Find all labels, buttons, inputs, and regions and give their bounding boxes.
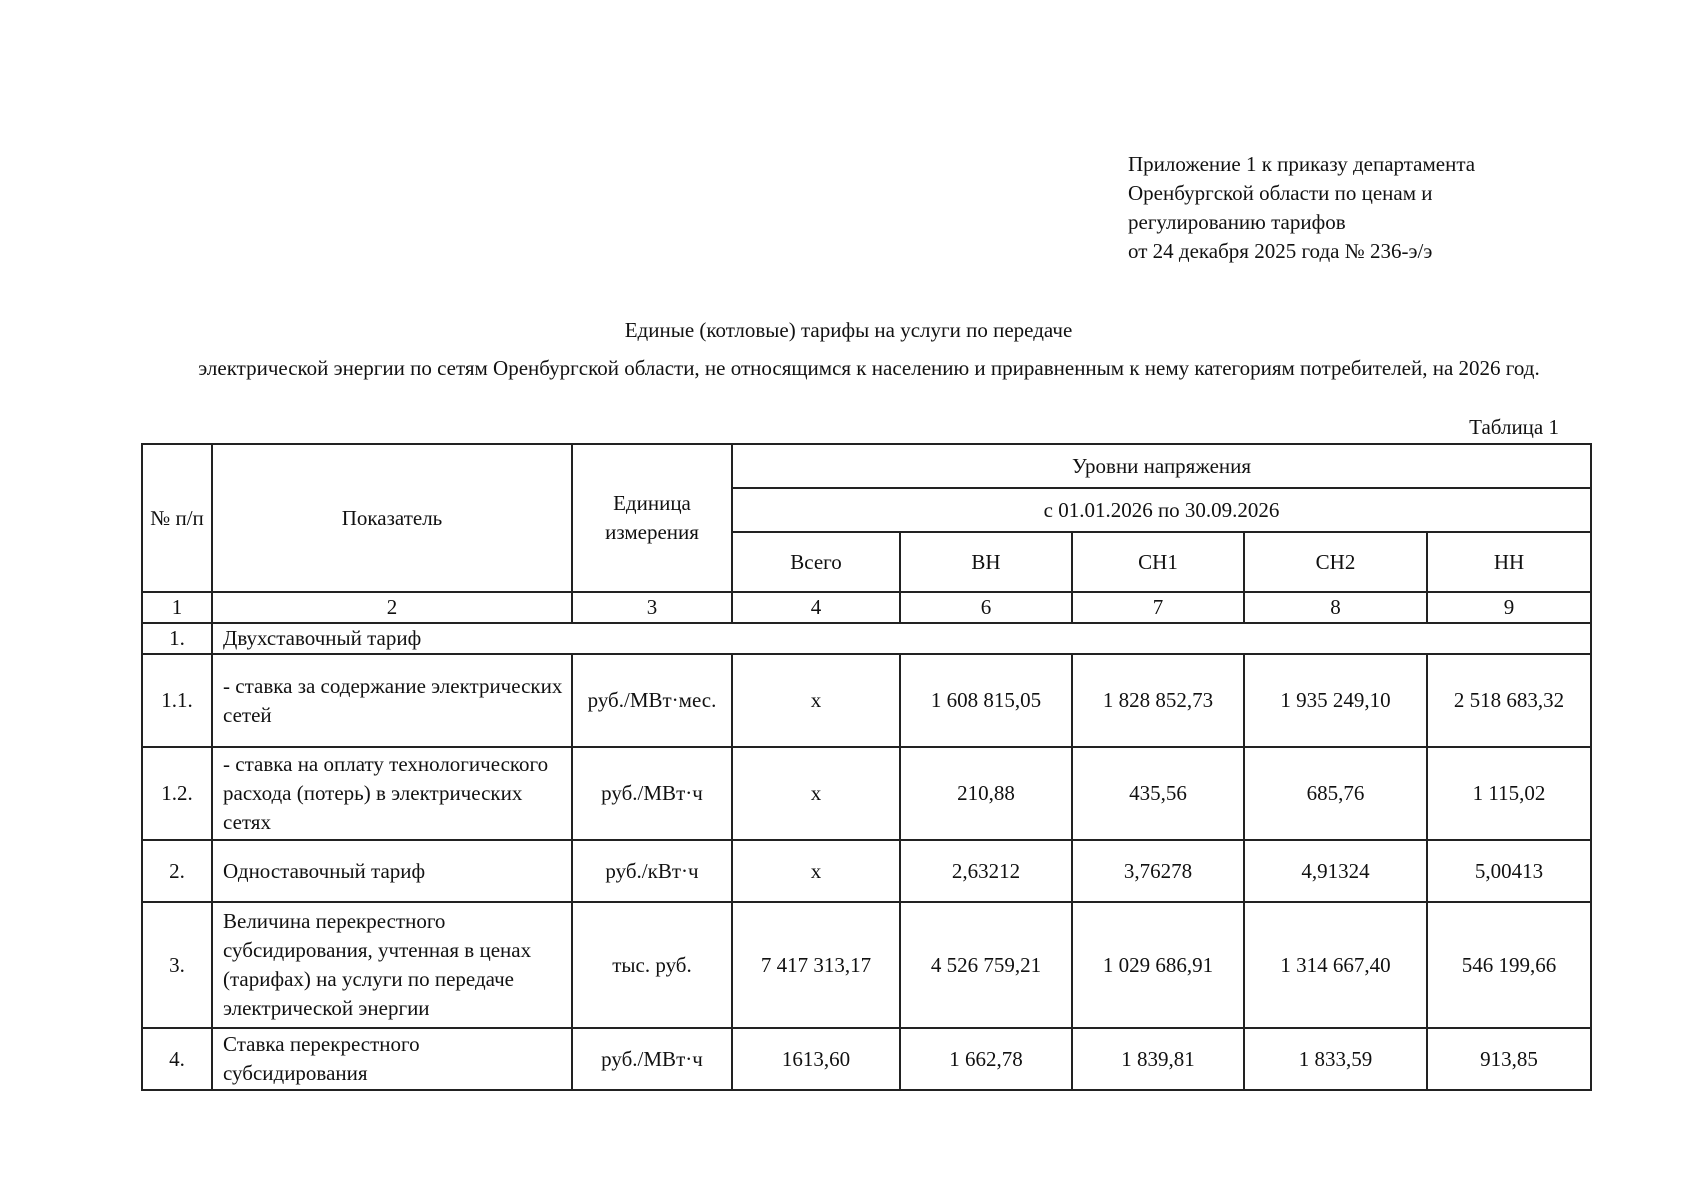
row-num: 3. [142, 902, 212, 1028]
header-col-total: Всего [732, 532, 900, 592]
header-indicator: Показатель [212, 444, 572, 592]
cell-sn2: 1 314 667,40 [1244, 902, 1427, 1028]
cell-sn1: 1 839,81 [1072, 1028, 1244, 1090]
cell-sn1: 435,56 [1072, 747, 1244, 840]
cell-total: 1613,60 [732, 1028, 900, 1090]
column-number: 8 [1244, 592, 1427, 623]
row-num: 1.1. [142, 654, 212, 747]
cell-sn1: 1 029 686,91 [1072, 902, 1244, 1028]
row-indicator: Величина перекрестного субсидирования, учтенная в ценах (тарифах) на услуги по передаче электрической энергии [212, 902, 572, 1028]
row-indicator: Ставка перекрестного субсидирования [212, 1028, 572, 1090]
appendix-line: от 24 декабря 2025 года № 236-э/э [1128, 239, 1433, 263]
row-indicator: - ставка за содержание электрических сетей [212, 654, 572, 747]
header-col-sn2: СН2 [1244, 532, 1427, 592]
section-num: 1. [142, 623, 212, 654]
appendix-line: Оренбургской области по ценам и [1128, 181, 1433, 205]
row-indicator: Одноставочный тариф [212, 840, 572, 902]
cell-total: 7 417 313,17 [732, 902, 900, 1028]
row-num: 4. [142, 1028, 212, 1090]
header-unit: Единица измерения [572, 444, 732, 592]
column-number: 1 [142, 592, 212, 623]
cell-sn2: 1 833,59 [1244, 1028, 1427, 1090]
row-num: 1.2. [142, 747, 212, 840]
appendix-line: регулированию тарифов [1128, 210, 1346, 234]
header-period: с 01.01.2026 по 30.09.2026 [732, 488, 1591, 532]
column-number: 2 [212, 592, 572, 623]
cell-total: x [732, 654, 900, 747]
cell-vn: 1 662,78 [900, 1028, 1072, 1090]
row-unit: руб./кВт·ч [572, 840, 732, 902]
cell-sn1: 1 828 852,73 [1072, 654, 1244, 747]
table-row [142, 747, 1591, 840]
column-number-row [142, 592, 1591, 623]
header-num: № п/п [142, 444, 212, 592]
appendix-reference [1128, 150, 1475, 266]
cell-total: x [732, 840, 900, 902]
column-number: 4 [732, 592, 900, 623]
header-col-sn1: СН1 [1072, 532, 1244, 592]
document-title-line1: Единые (котловые) тарифы на услуги по передаче [624, 318, 1073, 342]
row-unit: руб./МВт·ч [572, 1028, 732, 1090]
cell-sn2: 685,76 [1244, 747, 1427, 840]
cell-vn: 2,63212 [900, 840, 1072, 902]
table-row [142, 654, 1591, 747]
row-unit: руб./МВт·мес. [572, 654, 732, 747]
cell-sn2: 4,91324 [1244, 840, 1427, 902]
column-number: 6 [900, 592, 1072, 623]
row-unit: руб./МВт·ч [572, 747, 732, 840]
cell-nn: 913,85 [1427, 1028, 1591, 1090]
cell-nn: 5,00413 [1427, 840, 1591, 902]
cell-sn1: 3,76278 [1072, 840, 1244, 902]
row-num: 2. [142, 840, 212, 902]
row-unit: тыс. руб. [572, 902, 732, 1028]
cell-nn: 546 199,66 [1427, 902, 1591, 1028]
column-number: 3 [572, 592, 732, 623]
appendix-line: Приложение 1 к приказу департамента [1128, 152, 1476, 176]
column-number: 7 [1072, 592, 1244, 623]
row-indicator: - ставка на оплату технологического расхода (потерь) в электрических сетях [212, 747, 572, 840]
cell-nn: 1 115,02 [1427, 747, 1591, 840]
table-row [142, 1028, 1591, 1090]
cell-sn2: 1 935 249,10 [1244, 654, 1427, 747]
table-row [142, 902, 1591, 1028]
tariff-table [141, 443, 1592, 1091]
header-row-levels [142, 444, 1591, 488]
table-row [142, 840, 1591, 902]
header-voltage-levels: Уровни напряжения [732, 444, 1591, 488]
header-col-vn: ВН [900, 532, 1072, 592]
header-col-nn: НН [1427, 532, 1591, 592]
cell-nn: 2 518 683,32 [1427, 654, 1591, 747]
cell-vn: 1 608 815,05 [900, 654, 1072, 747]
cell-vn: 4 526 759,21 [900, 902, 1072, 1028]
section-row [142, 623, 1591, 654]
cell-vn: 210,88 [900, 747, 1072, 840]
table-label: Таблица 1 [1469, 415, 1559, 439]
section-label: Двухставочный тариф [212, 623, 1591, 654]
cell-total: x [732, 747, 900, 840]
column-number: 9 [1427, 592, 1591, 623]
document-title-line2: электрической энергии по сетям Оренбургской области, не относящимся к населению и приравненным к нему категориям потребителей, на 2026 год. [198, 356, 1540, 380]
